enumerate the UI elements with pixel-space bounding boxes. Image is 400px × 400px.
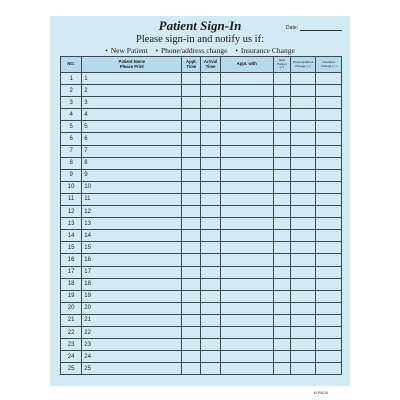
new-patient-check-cell[interactable] bbox=[273, 351, 290, 363]
sign-in-sheet bbox=[50, 16, 350, 395]
insurance-check-cell[interactable] bbox=[316, 278, 342, 290]
date-label: Date: bbox=[286, 25, 298, 31]
new-patient-check-cell[interactable] bbox=[273, 314, 290, 326]
phone-address-check-cell[interactable] bbox=[290, 193, 316, 205]
appt-time-cell[interactable] bbox=[182, 157, 201, 169]
insurance-check-cell[interactable] bbox=[316, 242, 342, 254]
appt-time-cell[interactable] bbox=[182, 169, 201, 181]
phone-address-check-cell[interactable] bbox=[290, 278, 316, 290]
arrival-time-cell[interactable] bbox=[201, 169, 220, 181]
appt-with-cell[interactable] bbox=[220, 254, 273, 266]
row-number: 19 bbox=[61, 290, 82, 302]
insurance-check-cell[interactable] bbox=[316, 290, 342, 302]
col-header-phone-line2: Change (✓) bbox=[295, 63, 312, 68]
col-header-patient-name bbox=[82, 57, 182, 73]
insurance-check-cell[interactable] bbox=[316, 97, 342, 109]
appt-time-cell[interactable] bbox=[182, 363, 201, 375]
appt-with-cell[interactable] bbox=[220, 218, 273, 230]
col-header-patient-name-line2: Please Print bbox=[119, 63, 144, 69]
col-header-insurance bbox=[316, 57, 342, 73]
insurance-check-cell[interactable] bbox=[316, 121, 342, 133]
insurance-check-cell[interactable] bbox=[316, 230, 342, 242]
table-row bbox=[61, 109, 342, 121]
option-insurance bbox=[235, 46, 294, 55]
col-header-phone-line1: Phone/address bbox=[293, 60, 314, 65]
appt-with-cell[interactable] bbox=[220, 206, 273, 218]
table-body bbox=[61, 73, 342, 375]
appt-time-cell[interactable] bbox=[182, 133, 201, 145]
new-patient-check-cell[interactable] bbox=[273, 145, 290, 157]
insurance-check-cell[interactable] bbox=[316, 85, 342, 97]
arrival-time-cell[interactable] bbox=[201, 97, 220, 109]
appt-with-cell[interactable] bbox=[220, 230, 273, 242]
patient-name-cell[interactable]: 14 bbox=[82, 230, 182, 242]
table-header-row bbox=[61, 57, 342, 73]
row-number: 6 bbox=[61, 133, 82, 145]
phone-address-check-cell[interactable] bbox=[290, 290, 316, 302]
col-header-appt-with: Appt. with bbox=[220, 57, 273, 73]
row-number: 14 bbox=[61, 230, 82, 242]
row-number: 4 bbox=[61, 109, 82, 121]
phone-address-check-cell[interactable] bbox=[290, 169, 316, 181]
sign-in-table bbox=[60, 56, 342, 375]
phone-address-check-cell[interactable] bbox=[290, 254, 316, 266]
phone-address-check-cell[interactable] bbox=[290, 363, 316, 375]
insurance-check-cell[interactable] bbox=[316, 339, 342, 351]
table-row bbox=[61, 157, 342, 169]
appt-with-cell[interactable] bbox=[220, 363, 273, 375]
form-title: Patient Sign-In bbox=[158, 18, 242, 33]
col-header-phone-address bbox=[290, 57, 316, 73]
phone-address-check-cell[interactable] bbox=[290, 97, 316, 109]
row-number: 8 bbox=[61, 157, 82, 169]
table-row bbox=[61, 242, 342, 254]
appt-with-cell[interactable] bbox=[220, 302, 273, 314]
col-header-appt-time bbox=[182, 57, 201, 73]
insurance-check-cell[interactable] bbox=[316, 181, 342, 193]
arrival-time-cell[interactable] bbox=[201, 109, 220, 121]
appt-with-cell[interactable] bbox=[220, 169, 273, 181]
new-patient-check-cell[interactable] bbox=[273, 242, 290, 254]
insurance-check-cell[interactable] bbox=[316, 218, 342, 230]
appt-with-cell[interactable] bbox=[220, 133, 273, 145]
arrival-time-cell[interactable] bbox=[201, 266, 220, 278]
bullet-icon: • bbox=[235, 46, 238, 55]
patient-name-cell[interactable]: 13 bbox=[82, 218, 182, 230]
appt-with-cell[interactable] bbox=[220, 145, 273, 157]
appt-time-cell[interactable] bbox=[182, 181, 201, 193]
appt-with-cell[interactable] bbox=[220, 85, 273, 97]
new-patient-check-cell[interactable] bbox=[273, 266, 290, 278]
table-row bbox=[61, 290, 342, 302]
col-header-no: NO. bbox=[61, 57, 82, 73]
arrival-time-cell[interactable] bbox=[201, 278, 220, 290]
row-number: 20 bbox=[61, 302, 82, 314]
new-patient-check-cell[interactable] bbox=[273, 339, 290, 351]
row-number: 23 bbox=[61, 339, 82, 351]
table-row bbox=[61, 339, 342, 351]
patient-name-cell[interactable]: 17 bbox=[82, 266, 182, 278]
table-row bbox=[61, 73, 342, 85]
row-number: 22 bbox=[61, 326, 82, 338]
col-header-patient-name-line1: Patient Name bbox=[118, 58, 146, 64]
patient-name-cell[interactable]: 3 bbox=[82, 97, 182, 109]
insurance-check-cell[interactable] bbox=[316, 133, 342, 145]
new-patient-check-cell[interactable] bbox=[273, 97, 290, 109]
table-row bbox=[61, 85, 342, 97]
row-number: 5 bbox=[61, 121, 82, 133]
row-number: 24 bbox=[61, 351, 82, 363]
appt-with-cell[interactable] bbox=[220, 351, 273, 363]
table-row bbox=[61, 206, 342, 218]
patient-name-cell[interactable]: 4 bbox=[82, 109, 182, 121]
new-patient-check-cell[interactable] bbox=[273, 302, 290, 314]
patient-name-cell[interactable]: 24 bbox=[82, 351, 182, 363]
table-row bbox=[61, 326, 342, 338]
bullet-icon: • bbox=[155, 46, 159, 55]
col-header-new-line2: Patient bbox=[277, 61, 287, 66]
appt-time-cell[interactable] bbox=[182, 97, 201, 109]
row-number: 2 bbox=[61, 85, 82, 97]
option-label: New Patient bbox=[110, 46, 148, 55]
patient-name-cell[interactable]: 22 bbox=[82, 326, 182, 338]
patient-name-cell[interactable]: 21 bbox=[82, 314, 182, 326]
phone-address-check-cell[interactable] bbox=[290, 230, 316, 242]
row-number: 10 bbox=[61, 181, 82, 193]
appt-with-cell[interactable] bbox=[220, 109, 273, 121]
patient-name-cell[interactable]: 18 bbox=[82, 278, 182, 290]
appt-time-cell[interactable] bbox=[182, 218, 201, 230]
appt-time-cell[interactable] bbox=[182, 266, 201, 278]
col-header-insurance-line2: Change (✓) bbox=[320, 63, 337, 68]
arrival-time-cell[interactable] bbox=[201, 193, 220, 205]
arrival-time-cell[interactable] bbox=[201, 290, 220, 302]
insurance-check-cell[interactable] bbox=[316, 206, 342, 218]
row-number: 21 bbox=[61, 314, 82, 326]
option-label: Insurance Change bbox=[240, 46, 295, 55]
table-row bbox=[61, 278, 342, 290]
notify-options bbox=[50, 46, 350, 55]
row-number: 11 bbox=[61, 193, 82, 205]
new-patient-check-cell[interactable] bbox=[273, 181, 290, 193]
table-row bbox=[61, 169, 342, 181]
patient-name-cell[interactable]: 2 bbox=[82, 85, 182, 97]
row-number: 9 bbox=[61, 169, 82, 181]
appt-with-cell[interactable] bbox=[220, 290, 273, 302]
phone-address-check-cell[interactable] bbox=[290, 326, 316, 338]
new-patient-check-cell[interactable] bbox=[273, 290, 290, 302]
table-row bbox=[61, 97, 342, 109]
phone-address-check-cell[interactable] bbox=[290, 109, 316, 121]
appt-time-cell[interactable] bbox=[182, 278, 201, 290]
appt-time-cell[interactable] bbox=[182, 339, 201, 351]
phone-address-check-cell[interactable] bbox=[290, 339, 316, 351]
phone-address-check-cell[interactable] bbox=[290, 266, 316, 278]
phone-address-check-cell[interactable] bbox=[290, 181, 316, 193]
appt-time-cell[interactable] bbox=[182, 242, 201, 254]
arrival-time-cell[interactable] bbox=[201, 339, 220, 351]
col-header-new-line3: (✓) bbox=[279, 65, 285, 70]
new-patient-check-cell[interactable] bbox=[273, 85, 290, 97]
insurance-check-cell[interactable] bbox=[316, 169, 342, 181]
col-header-appt-line2: Time bbox=[186, 63, 197, 69]
arrival-time-cell[interactable] bbox=[201, 242, 220, 254]
table-row bbox=[61, 266, 342, 278]
col-header-insurance-line1: Insurance bbox=[322, 60, 336, 65]
new-patient-check-cell[interactable] bbox=[273, 169, 290, 181]
patient-name-cell[interactable]: 20 bbox=[82, 302, 182, 314]
option-phone-address bbox=[155, 46, 227, 55]
patient-name-cell[interactable]: 7 bbox=[82, 145, 182, 157]
appt-time-cell[interactable] bbox=[182, 302, 201, 314]
row-number: 18 bbox=[61, 278, 82, 290]
date-line[interactable] bbox=[300, 25, 342, 31]
arrival-time-cell[interactable] bbox=[201, 363, 220, 375]
insurance-check-cell[interactable] bbox=[316, 266, 342, 278]
table-row bbox=[61, 193, 342, 205]
appt-time-cell[interactable] bbox=[182, 230, 201, 242]
new-patient-check-cell[interactable] bbox=[273, 326, 290, 338]
row-number: 17 bbox=[61, 266, 82, 278]
new-patient-check-cell[interactable] bbox=[273, 73, 290, 85]
appt-with-cell[interactable] bbox=[220, 193, 273, 205]
new-patient-check-cell[interactable] bbox=[273, 121, 290, 133]
phone-address-check-cell[interactable] bbox=[290, 206, 316, 218]
table-row bbox=[61, 230, 342, 242]
col-header-arrival-time bbox=[201, 57, 220, 73]
appt-with-cell[interactable] bbox=[220, 73, 273, 85]
phone-address-check-cell[interactable] bbox=[290, 85, 316, 97]
option-label: Phone/address change bbox=[161, 46, 228, 55]
insurance-check-cell[interactable] bbox=[316, 351, 342, 363]
new-patient-check-cell[interactable] bbox=[273, 218, 290, 230]
phone-address-check-cell[interactable] bbox=[290, 133, 316, 145]
patient-name-cell[interactable]: 11 bbox=[82, 193, 182, 205]
arrival-time-cell[interactable] bbox=[201, 351, 220, 363]
appt-time-cell[interactable] bbox=[182, 145, 201, 157]
arrival-time-cell[interactable] bbox=[201, 157, 220, 169]
patient-name-cell[interactable]: 10 bbox=[82, 181, 182, 193]
appt-with-cell[interactable] bbox=[220, 157, 273, 169]
row-number: 3 bbox=[61, 97, 82, 109]
appt-with-cell[interactable] bbox=[220, 181, 273, 193]
new-patient-check-cell[interactable] bbox=[273, 363, 290, 375]
arrival-time-cell[interactable] bbox=[201, 206, 220, 218]
patient-name-cell[interactable]: 5 bbox=[82, 121, 182, 133]
appt-with-cell[interactable] bbox=[220, 326, 273, 338]
insurance-check-cell[interactable] bbox=[316, 193, 342, 205]
table-row bbox=[61, 314, 342, 326]
appt-with-cell[interactable] bbox=[220, 97, 273, 109]
appt-time-cell[interactable] bbox=[182, 121, 201, 133]
col-header-new-line1: New bbox=[278, 58, 285, 63]
phone-address-check-cell[interactable] bbox=[290, 351, 316, 363]
arrival-time-cell[interactable] bbox=[201, 181, 220, 193]
patient-name-cell[interactable]: 8 bbox=[82, 157, 182, 169]
col-header-new-patient bbox=[273, 57, 290, 73]
phone-address-check-cell[interactable] bbox=[290, 121, 316, 133]
appt-time-cell[interactable] bbox=[182, 314, 201, 326]
new-patient-check-cell[interactable] bbox=[273, 133, 290, 145]
table-row bbox=[61, 218, 342, 230]
table-row bbox=[61, 121, 342, 133]
appt-time-cell[interactable] bbox=[182, 351, 201, 363]
arrival-time-cell[interactable] bbox=[201, 73, 220, 85]
col-header-arrival-line2: Time bbox=[205, 63, 216, 69]
insurance-check-cell[interactable] bbox=[316, 73, 342, 85]
phone-address-check-cell[interactable] bbox=[290, 218, 316, 230]
form-subtitle: Please sign-in and notify us if: bbox=[135, 34, 265, 45]
date-field[interactable] bbox=[286, 25, 342, 31]
row-number: 25 bbox=[61, 363, 82, 375]
insurance-check-cell[interactable] bbox=[316, 254, 342, 266]
patient-name-cell[interactable]: 19 bbox=[82, 290, 182, 302]
new-patient-check-cell[interactable] bbox=[273, 254, 290, 266]
option-new-patient bbox=[105, 46, 147, 55]
new-patient-check-cell[interactable] bbox=[273, 278, 290, 290]
appt-with-cell[interactable] bbox=[220, 314, 273, 326]
phone-address-check-cell[interactable] bbox=[290, 242, 316, 254]
appt-with-cell[interactable] bbox=[220, 242, 273, 254]
insurance-check-cell[interactable] bbox=[316, 302, 342, 314]
appt-time-cell[interactable] bbox=[182, 254, 201, 266]
phone-address-check-cell[interactable] bbox=[290, 302, 316, 314]
patient-name-cell[interactable]: 23 bbox=[82, 339, 182, 351]
table-row bbox=[61, 133, 342, 145]
insurance-check-cell[interactable] bbox=[316, 314, 342, 326]
row-number: 7 bbox=[61, 145, 82, 157]
arrival-time-cell[interactable] bbox=[201, 314, 220, 326]
table-row bbox=[61, 351, 342, 363]
new-patient-check-cell[interactable] bbox=[273, 109, 290, 121]
appt-time-cell[interactable] bbox=[182, 193, 201, 205]
patient-name-cell[interactable]: 15 bbox=[82, 242, 182, 254]
phone-address-check-cell[interactable] bbox=[290, 145, 316, 157]
insurance-check-cell[interactable] bbox=[316, 145, 342, 157]
patient-name-cell[interactable]: 25 bbox=[82, 363, 182, 375]
new-patient-check-cell[interactable] bbox=[273, 193, 290, 205]
appt-time-cell[interactable] bbox=[182, 85, 201, 97]
arrival-time-cell[interactable] bbox=[201, 85, 220, 97]
arrival-time-cell[interactable] bbox=[201, 145, 220, 157]
bullet-icon: • bbox=[105, 46, 108, 55]
appt-time-cell[interactable] bbox=[182, 73, 201, 85]
row-number: 13 bbox=[61, 218, 82, 230]
patient-name-cell[interactable]: 1 bbox=[82, 73, 182, 85]
table-row bbox=[61, 145, 342, 157]
row-number: 15 bbox=[61, 242, 82, 254]
phone-address-check-cell[interactable] bbox=[290, 157, 316, 169]
appt-time-cell[interactable] bbox=[182, 290, 201, 302]
arrival-time-cell[interactable] bbox=[201, 230, 220, 242]
appt-with-cell[interactable] bbox=[220, 266, 273, 278]
appt-time-cell[interactable] bbox=[182, 206, 201, 218]
arrival-time-cell[interactable] bbox=[201, 326, 220, 338]
patient-name-cell[interactable]: 16 bbox=[82, 254, 182, 266]
appt-with-cell[interactable] bbox=[220, 121, 273, 133]
row-number: 1 bbox=[61, 73, 82, 85]
row-number: 12 bbox=[61, 206, 82, 218]
table-row bbox=[61, 302, 342, 314]
arrival-time-cell[interactable] bbox=[201, 133, 220, 145]
new-patient-check-cell[interactable] bbox=[273, 157, 290, 169]
table-row bbox=[61, 254, 342, 266]
arrival-time-cell[interactable] bbox=[201, 302, 220, 314]
appt-with-cell[interactable] bbox=[220, 339, 273, 351]
new-patient-check-cell[interactable] bbox=[273, 206, 290, 218]
appt-time-cell[interactable] bbox=[182, 109, 201, 121]
appt-time-cell[interactable] bbox=[182, 326, 201, 338]
arrival-time-cell[interactable] bbox=[201, 121, 220, 133]
form-code: W-P5026 bbox=[313, 391, 328, 395]
table-row bbox=[61, 363, 342, 375]
arrival-time-cell[interactable] bbox=[201, 254, 220, 266]
arrival-time-cell[interactable] bbox=[201, 218, 220, 230]
col-header-arrival-line1: Arrival bbox=[203, 58, 218, 64]
row-number: 16 bbox=[61, 254, 82, 266]
phone-address-check-cell[interactable] bbox=[290, 73, 316, 85]
appt-with-cell[interactable] bbox=[220, 278, 273, 290]
new-patient-check-cell[interactable] bbox=[273, 230, 290, 242]
insurance-check-cell[interactable] bbox=[316, 157, 342, 169]
phone-address-check-cell[interactable] bbox=[290, 314, 316, 326]
insurance-check-cell[interactable] bbox=[316, 363, 342, 375]
col-header-appt-line1: Appt. bbox=[186, 58, 197, 64]
insurance-check-cell[interactable] bbox=[316, 326, 342, 338]
patient-name-cell[interactable]: 12 bbox=[82, 206, 182, 218]
patient-name-cell[interactable]: 9 bbox=[82, 169, 182, 181]
insurance-check-cell[interactable] bbox=[316, 109, 342, 121]
table-row bbox=[61, 181, 342, 193]
patient-name-cell[interactable]: 6 bbox=[82, 133, 182, 145]
